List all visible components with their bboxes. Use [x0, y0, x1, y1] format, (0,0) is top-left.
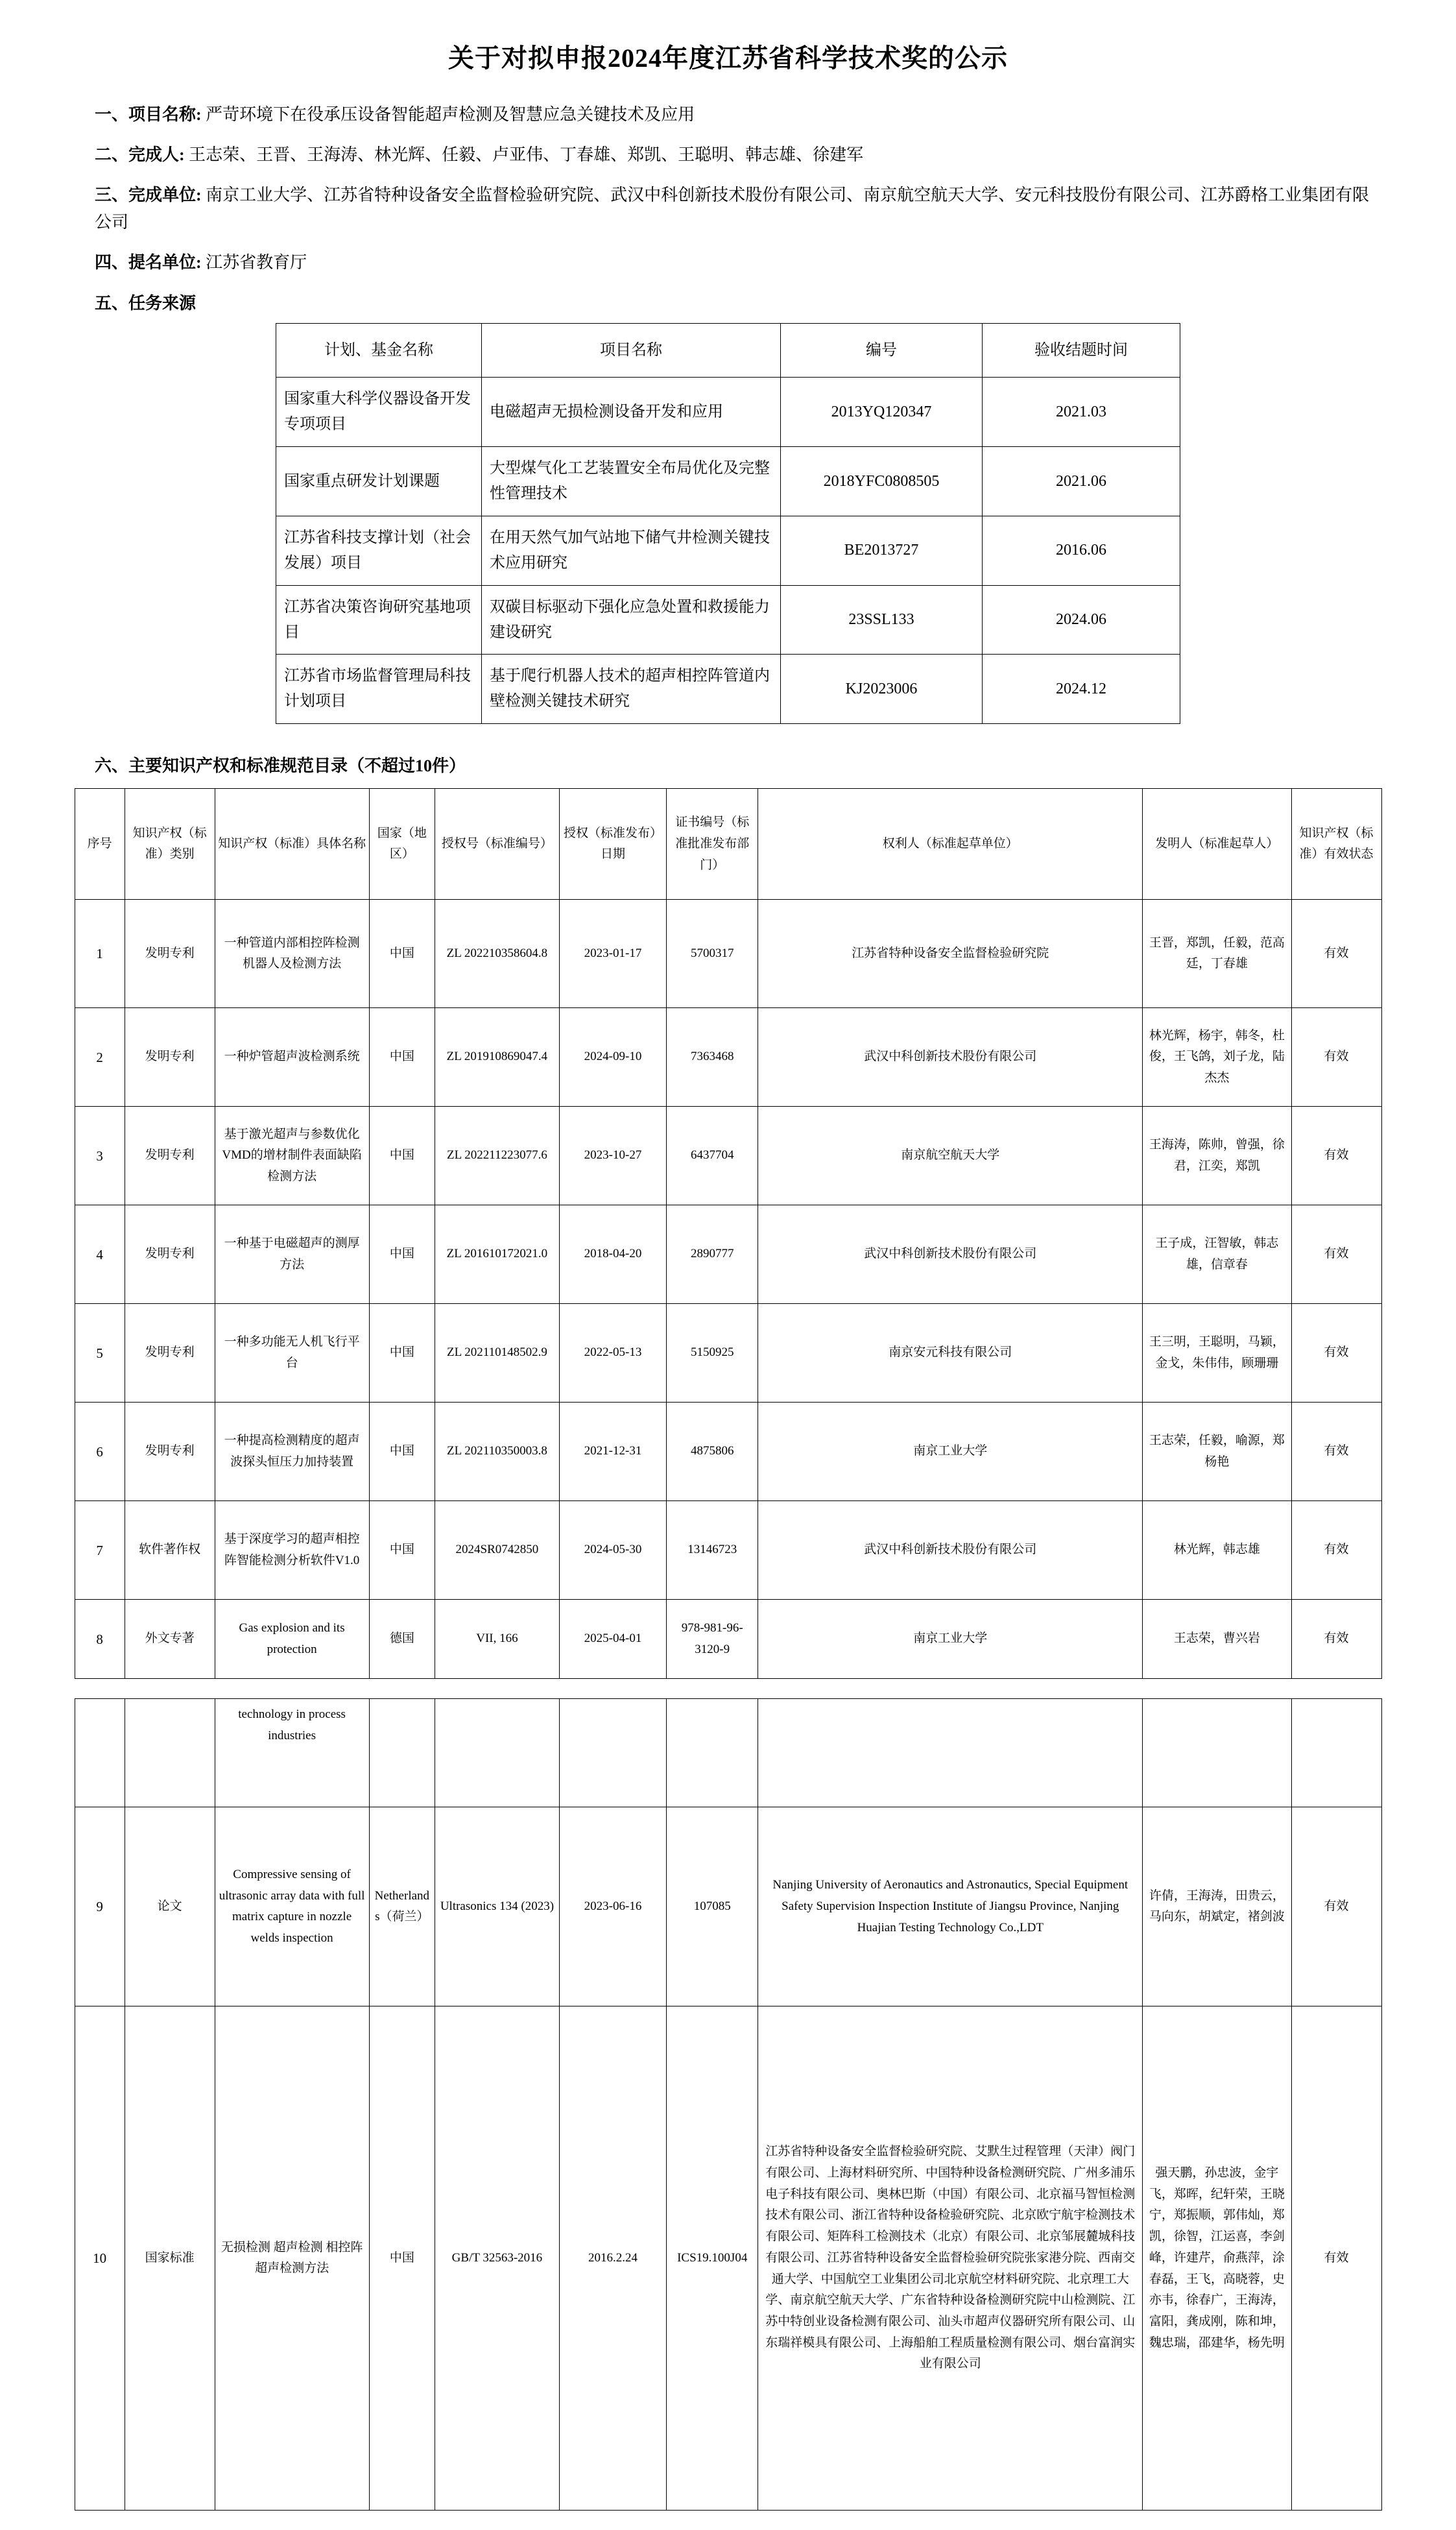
cell-acceptance-date: 2021.03 — [983, 378, 1180, 447]
cell-ip-name: 一种基于电磁超声的测厚方法 — [215, 1205, 369, 1304]
cell-project-name: 在用天然气加气站地下储气井检测关键技术应用研究 — [482, 516, 781, 585]
cell-ip-type: 发明专利 — [125, 900, 215, 1008]
th-ip-name: 知识产权（标准）具体名称 — [215, 789, 369, 900]
cell-status: 有效 — [1291, 1008, 1381, 1107]
cell-project-name: 电磁超声无损检测设备开发和应用 — [482, 378, 781, 447]
table-row — [276, 378, 1180, 447]
cell-cert-no: 978-981-96-3120-9 — [667, 1600, 758, 1679]
cell-owner: 南京工业大学 — [758, 1403, 1143, 1501]
cell-project-name: 基于爬行机器人技术的超声相控阵管道内壁检测关键技术研究 — [482, 655, 781, 724]
cell-owner: 武汉中科创新技术股份有限公司 — [758, 1008, 1143, 1107]
cell-inventors — [1143, 1699, 1291, 1807]
cell-cert-no — [667, 1699, 758, 1807]
cell-status: 有效 — [1291, 1403, 1381, 1501]
cell-seq-no — [75, 1699, 125, 1807]
section-organizations-value: 南京工业大学、江苏省特种设备安全监督检验研究院、武汉中科创新技术股份有限公司、南京航空航天大学、安元科技股份有限公司、江苏爵格工业集团有限公司 — [95, 186, 1370, 232]
section-nominating-unit — [73, 249, 1383, 276]
th-project-name: 项目名称 — [482, 323, 781, 378]
cell-country: 中国 — [369, 1107, 435, 1205]
cell-grant-no: ZL 202210358604.8 — [435, 900, 560, 1008]
cell-inventors: 强天鹏，孙忠波，金宇飞，郑晖，纪轩荣，王晓宁，郑振顺，郭伟灿，郑凯，徐智，江运喜，李剑峰，许建芹，俞燕萍，涂春磊，王飞，高晓蓉，史亦韦，徐春广，王海涛，富阳，龚成刚，陈和坤，魏忠瑞，邵建华，杨先明 — [1143, 2006, 1291, 2511]
table-row — [75, 1304, 1381, 1403]
section-contributors — [73, 141, 1383, 169]
cell-seq-no: 2 — [75, 1008, 125, 1107]
cell-grant-no: ZL 202110148502.9 — [435, 1304, 560, 1403]
cell-ip-name: technology in process industries — [215, 1699, 369, 1807]
cell-grant-no — [435, 1699, 560, 1807]
section-organizations — [73, 182, 1383, 236]
cell-inventors: 许倩，王海涛，田贵云，马向东，胡斌定，褚剑波 — [1143, 1807, 1291, 2006]
section-project-name-label: 一、项目名称: — [95, 105, 202, 124]
cell-inventors: 王三明，王聪明，马颖，金戈，朱伟伟，顾珊珊 — [1143, 1304, 1291, 1403]
cell-grant-no: ZL 201910869047.4 — [435, 1008, 560, 1107]
cell-project-name: 大型煤气化工艺装置安全布局优化及完整性管理技术 — [482, 447, 781, 516]
cell-ip-type: 发明专利 — [125, 1008, 215, 1107]
table-row — [276, 585, 1180, 655]
task-source-table — [276, 323, 1180, 725]
section-nominating-unit-label: 四、提名单位: — [95, 253, 202, 272]
cell-country: 中国 — [369, 1501, 435, 1600]
cell-country: 中国 — [369, 1008, 435, 1107]
cell-status: 有效 — [1291, 2006, 1381, 2511]
cell-status: 有效 — [1291, 1205, 1381, 1304]
cell-grant-no: GB/T 32563-2016 — [435, 2006, 560, 2511]
cell-cert-no: 7363468 — [667, 1008, 758, 1107]
cell-country — [369, 1699, 435, 1807]
cell-inventors: 林光辉，韩志雄 — [1143, 1501, 1291, 1600]
section-task-source-heading: 五、任务来源 — [95, 293, 197, 313]
cell-cert-no: 107085 — [667, 1807, 758, 2006]
cell-grant-date: 2023-06-16 — [559, 1807, 666, 2006]
cell-cert-no: 5700317 — [667, 900, 758, 1008]
cell-code: 2013YQ120347 — [781, 378, 983, 447]
cell-grant-date: 2023-10-27 — [559, 1107, 666, 1205]
section-contributors-value: 王志荣、王晋、王海涛、林光辉、任毅、卢亚伟、丁春雄、郑凯、王聪明、韩志雄、徐建军 — [189, 145, 864, 165]
cell-grant-date: 2024-09-10 — [559, 1008, 666, 1107]
table-row — [276, 655, 1180, 724]
cell-plan-name: 江苏省决策咨询研究基地项目 — [276, 585, 482, 655]
table-row — [75, 1807, 1381, 2006]
cell-plan-name: 江苏省科技支撑计划（社会发展）项目 — [276, 516, 482, 585]
cell-owner: 江苏省特种设备安全监督检验研究院 — [758, 900, 1143, 1008]
cell-grant-date: 2021-12-31 — [559, 1403, 666, 1501]
ip-list-table — [75, 788, 1382, 2511]
th-grant-no: 授权号（标准编号） — [435, 789, 560, 900]
cell-status: 有效 — [1291, 900, 1381, 1008]
table-row — [75, 1501, 1381, 1600]
cell-ip-type: 发明专利 — [125, 1205, 215, 1304]
cell-acceptance-date: 2024.06 — [983, 585, 1180, 655]
cell-ip-name: 基于深度学习的超声相控阵智能检测分析软件V1.0 — [215, 1501, 369, 1600]
cell-inventors: 王志荣，曹兴岩 — [1143, 1600, 1291, 1679]
cell-seq-no: 3 — [75, 1107, 125, 1205]
th-cert-no: 证书编号（标准批准发布部门） — [667, 789, 758, 900]
cell-status: 有效 — [1291, 1107, 1381, 1205]
cell-plan-name: 国家重大科学仪器设备开发专项项目 — [276, 378, 482, 447]
th-inventors: 发明人（标准起草人） — [1143, 789, 1291, 900]
cell-plan-name: 江苏省市场监督管理局科技计划项目 — [276, 655, 482, 724]
cell-status: 有效 — [1291, 1807, 1381, 2006]
cell-ip-type — [125, 1699, 215, 1807]
section-organizations-label: 三、完成单位: — [95, 186, 202, 205]
cell-acceptance-date: 2016.06 — [983, 516, 1180, 585]
section-ip-list-heading: 六、主要知识产权和标准规范目录（不超过10件） — [95, 756, 466, 776]
cell-seq-no: 1 — [75, 900, 125, 1008]
table-row — [75, 2006, 1381, 2511]
cell-grant-date: 2022-05-13 — [559, 1304, 666, 1403]
cell-grant-date: 2016.2.24 — [559, 2006, 666, 2511]
cell-ip-name: 无损检测 超声检测 相控阵超声检测方法 — [215, 2006, 369, 2511]
cell-acceptance-date: 2024.12 — [983, 655, 1180, 724]
cell-status: 有效 — [1291, 1501, 1381, 1600]
task-source-header-row — [276, 323, 1180, 378]
cell-owner: 南京工业大学 — [758, 1600, 1143, 1679]
cell-ip-type: 发明专利 — [125, 1403, 215, 1501]
table-row — [276, 447, 1180, 516]
cell-cert-no: ICS19.100J04 — [667, 2006, 758, 2511]
cell-grant-date: 2025-04-01 — [559, 1600, 666, 1679]
cell-inventors: 王子成，汪智敏，韩志雄，信章春 — [1143, 1205, 1291, 1304]
cell-project-name: 双碳目标驱动下强化应急处置和救援能力建设研究 — [482, 585, 781, 655]
cell-cert-no: 4875806 — [667, 1403, 758, 1501]
cell-ip-type: 国家标准 — [125, 2006, 215, 2511]
cell-ip-name: Gas explosion and its protection — [215, 1600, 369, 1679]
cell-country: 中国 — [369, 900, 435, 1008]
cell-status: 有效 — [1291, 1600, 1381, 1679]
cell-grant-no: VII, 166 — [435, 1600, 560, 1679]
cell-ip-type: 发明专利 — [125, 1304, 215, 1403]
cell-owner — [758, 1699, 1143, 1807]
cell-owner: 武汉中科创新技术股份有限公司 — [758, 1501, 1143, 1600]
cell-ip-name: 一种提高检测精度的超声波探头恒压力加持装置 — [215, 1403, 369, 1501]
th-plan-name: 计划、基金名称 — [276, 323, 482, 378]
section-project-name — [73, 101, 1383, 128]
section-nominating-unit-value: 江苏省教育厅 — [206, 253, 307, 272]
th-acceptance-date: 验收结题时间 — [983, 323, 1180, 378]
section-project-name-value: 严苛环境下在役承压设备智能超声检测及智慧应急关键技术及应用 — [206, 105, 695, 124]
cell-seq-no: 6 — [75, 1403, 125, 1501]
cell-ip-name: 一种炉管超声波检测系统 — [215, 1008, 369, 1107]
cell-plan-name: 国家重点研发计划课题 — [276, 447, 482, 516]
cell-owner: Nanjing University of Aeronautics and Astronautics, Special Equipment Safety Supervision Inspection Institute of Jiangsu Province, Nanjing Huajian Testing Technology Co.,LDT — [758, 1807, 1143, 2006]
th-code: 编号 — [781, 323, 983, 378]
cell-code: 2018YFC0808505 — [781, 447, 983, 516]
cell-country: 中国 — [369, 2006, 435, 2511]
cell-inventors: 王志荣，任毅，喻源，郑杨艳 — [1143, 1403, 1291, 1501]
cell-country: Netherlands（荷兰） — [369, 1807, 435, 2006]
cell-grant-date — [559, 1699, 666, 1807]
th-ip-type: 知识产权（标准）类别 — [125, 789, 215, 900]
cell-ip-name: 一种管道内部相控阵检测机器人及检测方法 — [215, 900, 369, 1008]
cell-acceptance-date: 2021.06 — [983, 447, 1180, 516]
cell-ip-name: 一种多功能无人机飞行平台 — [215, 1304, 369, 1403]
cell-code: BE2013727 — [781, 516, 983, 585]
cell-cert-no: 6437704 — [667, 1107, 758, 1205]
table-row — [75, 1107, 1381, 1205]
cell-status: 有效 — [1291, 1304, 1381, 1403]
table-row — [75, 1008, 1381, 1107]
cell-owner: 武汉中科创新技术股份有限公司 — [758, 1205, 1143, 1304]
cell-status — [1291, 1699, 1381, 1807]
cell-cert-no: 5150925 — [667, 1304, 758, 1403]
cell-cert-no: 13146723 — [667, 1501, 758, 1600]
cell-inventors: 王晋，郑凯，任毅，范高廷，丁春雄 — [1143, 900, 1291, 1008]
th-grant-date: 授权（标准发布）日期 — [559, 789, 666, 900]
table-row — [276, 516, 1180, 585]
cell-country: 中国 — [369, 1304, 435, 1403]
cell-cert-no: 2890777 — [667, 1205, 758, 1304]
cell-grant-no: 2024SR0742850 — [435, 1501, 560, 1600]
cell-grant-date: 2023-01-17 — [559, 900, 666, 1008]
page-title: 关于对拟申报2024年度江苏省科学技术奖的公示 — [448, 43, 1008, 73]
table-row — [75, 1699, 1381, 1807]
cell-seq-no: 5 — [75, 1304, 125, 1403]
cell-ip-type: 论文 — [125, 1807, 215, 2006]
cell-owner: 南京航空航天大学 — [758, 1107, 1143, 1205]
th-country: 国家（地区） — [369, 789, 435, 900]
cell-code: KJ2023006 — [781, 655, 983, 724]
cell-owner: 江苏省特种设备安全监督检验研究院、艾默生过程管理（天津）阀门有限公司、上海材料研究所、中国特种设备检测研究院、广州多浦乐电子科技有限公司、奥林巴斯（中国）有限公司、北京福马智恒检测技术有限公司、浙江省特种设备检验研究院、北京欧宁航宇检测技术有限公司、矩阵科工检测技术（北京）有限公司、北京邹展麓城科技有限公司、江苏省特种设备安全监督检验研究院张家港分院、西南交通大学、中国航空工业集团公司北京航空材料研究院、北京理工大学、南京航空航天大学、广东省特种设备检测研究院中山检测院、江苏中特创业设备检测有限公司、汕头市超声仪器研究所有限公司、山东瑞祥模具有限公司、上海船舶工程质量检测有限公司、烟台富润实业有限公司 — [758, 2006, 1143, 2511]
th-owner: 权利人（标准起草单位） — [758, 789, 1143, 900]
cell-ip-type: 外文专著 — [125, 1600, 215, 1679]
cell-seq-no: 10 — [75, 2006, 125, 2511]
table-row — [75, 1205, 1381, 1304]
cell-ip-name: Compressive sensing of ultrasonic array data with full matrix capture in nozzle welds inspection — [215, 1807, 369, 2006]
table-row — [75, 900, 1381, 1008]
cell-seq-no: 4 — [75, 1205, 125, 1304]
cell-ip-type: 发明专利 — [125, 1107, 215, 1205]
section-contributors-label: 二、完成人: — [95, 145, 185, 165]
cell-grant-no: ZL 202110350003.8 — [435, 1403, 560, 1501]
cell-country: 中国 — [369, 1403, 435, 1501]
table-row — [75, 1600, 1381, 1679]
cell-seq-no: 9 — [75, 1807, 125, 2006]
cell-seq-no: 7 — [75, 1501, 125, 1600]
cell-grant-date: 2018-04-20 — [559, 1205, 666, 1304]
cell-seq-no: 8 — [75, 1600, 125, 1679]
cell-grant-no: ZL 202211223077.6 — [435, 1107, 560, 1205]
cell-code: 23SSL133 — [781, 585, 983, 655]
cell-grant-date: 2024-05-30 — [559, 1501, 666, 1600]
ip-header-row — [75, 789, 1381, 900]
th-status: 知识产权（标准）有效状态 — [1291, 789, 1381, 900]
cell-inventors: 王海涛，陈帅，曾强，徐君，江奕，郑凯 — [1143, 1107, 1291, 1205]
cell-owner: 南京安元科技有限公司 — [758, 1304, 1143, 1403]
th-seq-no: 序号 — [75, 789, 125, 900]
cell-country: 德国 — [369, 1600, 435, 1679]
cell-inventors: 林光辉，杨宇，韩冬，杜俊，王飞鸽，刘子龙，陆杰杰 — [1143, 1008, 1291, 1107]
cell-country: 中国 — [369, 1205, 435, 1304]
table-row — [75, 1403, 1381, 1501]
cell-grant-no: ZL 201610172021.0 — [435, 1205, 560, 1304]
cell-ip-type: 软件著作权 — [125, 1501, 215, 1600]
page-break-gap — [75, 1679, 1381, 1699]
cell-ip-name: 基于激光超声与参数优化VMD的增材制件表面缺陷检测方法 — [215, 1107, 369, 1205]
cell-grant-no: Ultrasonics 134 (2023) — [435, 1807, 560, 2006]
